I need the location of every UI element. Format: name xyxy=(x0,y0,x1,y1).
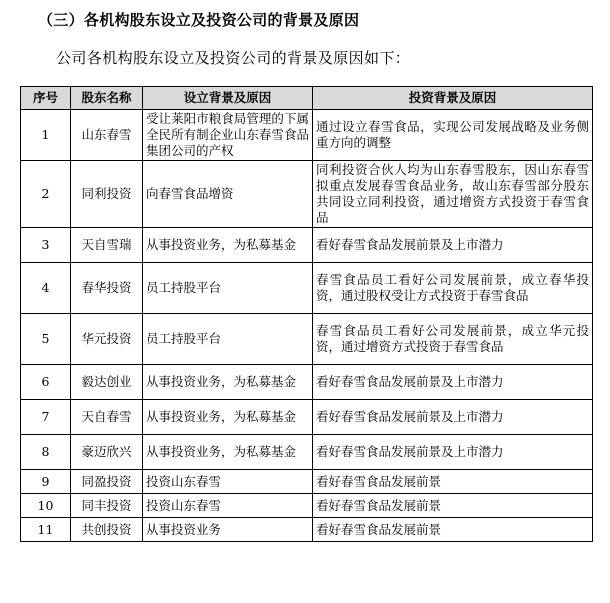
cell-name: 华元投资 xyxy=(71,314,143,365)
cell-name: 共创投资 xyxy=(71,518,143,542)
cell-no: 7 xyxy=(21,400,71,435)
table-row xyxy=(21,110,593,161)
table-row xyxy=(21,400,593,435)
shareholder-table xyxy=(20,86,593,542)
cell-invest: 通过设立春雪食品，实现公司发展战略及业务侧重方向的调整 xyxy=(313,110,593,161)
cell-invest: 看好春雪食品发展前景及上市潜力 xyxy=(313,435,593,470)
cell-name: 山东春雪 xyxy=(71,110,143,161)
header-name: 股东名称 xyxy=(71,87,143,110)
cell-no: 1 xyxy=(21,110,71,161)
cell-name: 毅达创业 xyxy=(71,365,143,400)
cell-name: 春华投资 xyxy=(71,263,143,314)
header-no: 序号 xyxy=(21,87,71,110)
cell-no: 2 xyxy=(21,161,71,228)
header-invest: 投资背景及原因 xyxy=(313,87,593,110)
cell-setup: 员工持股平台 xyxy=(143,314,313,365)
cell-invest: 看好春雪食品发展前景 xyxy=(313,470,593,494)
table-row xyxy=(21,494,593,518)
table-row xyxy=(21,365,593,400)
cell-setup: 投资山东春雪 xyxy=(143,494,313,518)
cell-invest: 春雪食品员工看好公司发展前景，成立华元投资，通过增资方式投资于春雪食品 xyxy=(313,314,593,365)
intro-text: 公司各机构股东设立及投资公司的背景及原因如下： xyxy=(56,49,411,67)
cell-setup: 从事投资业务，为私募基金 xyxy=(143,400,313,435)
cell-no: 11 xyxy=(21,518,71,542)
cell-name: 豪迈欣兴 xyxy=(71,435,143,470)
section-heading: （三）各机构股东设立及投资公司的背景及原因 xyxy=(38,11,360,29)
cell-no: 9 xyxy=(21,470,71,494)
cell-setup: 从事投资业务，为私募基金 xyxy=(143,435,313,470)
cell-no: 6 xyxy=(21,365,71,400)
cell-setup: 从事投资业务 xyxy=(143,518,313,542)
cell-setup: 从事投资业务，为私募基金 xyxy=(143,365,313,400)
table-row xyxy=(21,263,593,314)
cell-setup: 员工持股平台 xyxy=(143,263,313,314)
cell-setup: 投资山东春雪 xyxy=(143,470,313,494)
table-row xyxy=(21,161,593,228)
cell-no: 4 xyxy=(21,263,71,314)
cell-no: 3 xyxy=(21,228,71,263)
cell-name: 同盈投资 xyxy=(71,470,143,494)
table-row xyxy=(21,518,593,542)
cell-invest: 看好春雪食品发展前景 xyxy=(313,494,593,518)
cell-invest: 看好春雪食品发展前景 xyxy=(313,518,593,542)
cell-setup: 受让莱阳市粮食局管理的下属全民所有制企业山东春雪食品集团公司的产权 xyxy=(143,110,313,161)
cell-invest: 看好春雪食品发展前景及上市潜力 xyxy=(313,228,593,263)
table-row xyxy=(21,435,593,470)
table-row xyxy=(21,314,593,365)
table-row xyxy=(21,470,593,494)
table-header-row xyxy=(21,87,593,110)
cell-invest: 看好春雪食品发展前景及上市潜力 xyxy=(313,365,593,400)
cell-no: 5 xyxy=(21,314,71,365)
cell-name: 天自春雪 xyxy=(71,400,143,435)
cell-name: 同丰投资 xyxy=(71,494,143,518)
table-row xyxy=(21,228,593,263)
cell-setup: 从事投资业务，为私募基金 xyxy=(143,228,313,263)
cell-invest: 同利投资合伙人均为山东春雪股东，因山东春雪拟重点发展春雪食品业务，故山东春雪部分股东共同设立同利投资，通过增资方式投资于春雪食品 xyxy=(313,161,593,228)
cell-no: 10 xyxy=(21,494,71,518)
cell-name: 同利投资 xyxy=(71,161,143,228)
cell-setup: 向春雪食品增资 xyxy=(143,161,313,228)
cell-no: 8 xyxy=(21,435,71,470)
cell-invest: 看好春雪食品发展前景及上市潜力 xyxy=(313,400,593,435)
cell-invest: 春雪食品员工看好公司发展前景，成立春华投资，通过股权受让方式投资于春雪食品 xyxy=(313,263,593,314)
header-setup: 设立背景及原因 xyxy=(143,87,313,110)
cell-name: 天自雪瑞 xyxy=(71,228,143,263)
